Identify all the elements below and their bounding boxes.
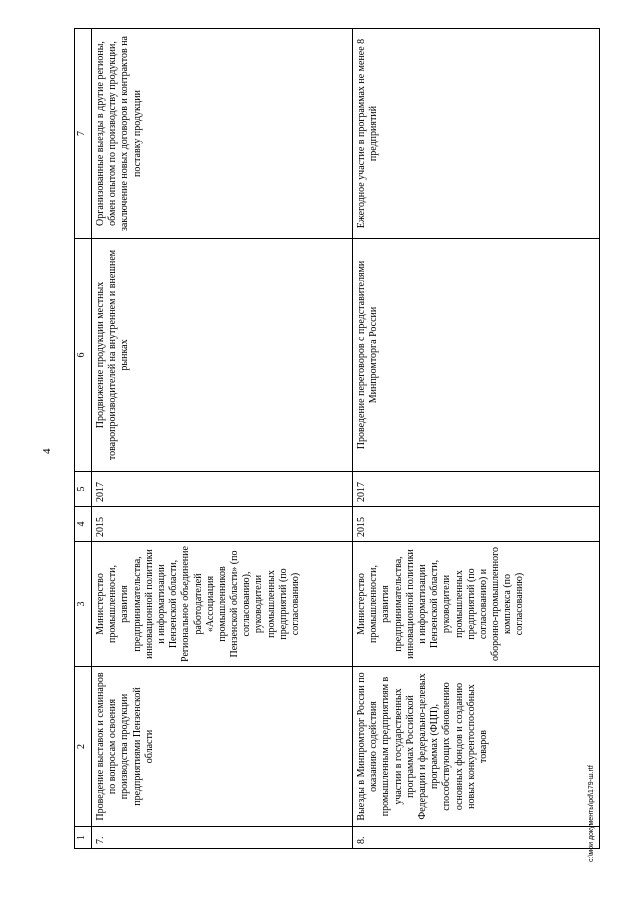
column-header: 7: [75, 29, 92, 239]
end-year-cell: 2017: [92, 472, 353, 507]
content-cell: Проведение переговоров с представителями Минпромторга России: [353, 239, 600, 472]
result-cell: Ежегодное участие в программах не менее 8 предприятий: [353, 29, 600, 239]
page-number: 4: [41, 448, 53, 454]
responsible-cell: Министерство промышленности, развития предпринимательства, инновационной политики и информатизации Пензенской области, Региональное объединение работодателей «Ассоциация промышленников Пензенской области» (по согласованию), руководители промышленных предприятий (по согласованию): [92, 542, 353, 667]
footer-file-path: c:\мои документы\pd\179-ш.rtf: [588, 765, 595, 862]
rotated-table-container: [74, 29, 595, 849]
column-header: 1: [75, 827, 92, 849]
table-row: [353, 29, 600, 849]
table-header-row: [75, 29, 92, 849]
end-year-cell: 2017: [353, 472, 600, 507]
content-cell: Продвижение продукции местных товаропроизводителей на внутреннем и внешнем рынках: [92, 239, 353, 472]
start-year-cell: 2015: [92, 507, 353, 542]
column-header: 2: [75, 667, 92, 827]
row-number: 7.: [92, 827, 353, 849]
result-cell: Организованные выезды в другие регионы, обмен опытом по производству продукции, заключение новых договоров и контрактов на поставку продукции: [92, 29, 353, 239]
column-header: 3: [75, 542, 92, 667]
column-header: 4: [75, 507, 92, 542]
event-cell: Проведение выставок и семинаров по вопросам освоения производства продукции предприятиями Пензенской области: [92, 667, 353, 827]
event-cell: Выезды в Минпромторг России по оказанию содействия промышленным предприятиям в участии в государственных программах Российской Федерации и федерально-целевых программах (ФЦП), способствующих обновлению основных фондов и созданию новых конкурентоспособных товаров: [353, 667, 600, 827]
events-table: [74, 28, 600, 849]
responsible-cell: Министерство промышленности, развития предпринимательства, инновационной политики и информатизации Пензенской области, руководители промышленных предприятий (по согласованию) и оборонно-промышленного комплекса (по согласованию): [353, 542, 600, 667]
start-year-cell: 2015: [353, 507, 600, 542]
column-header: 5: [75, 472, 92, 507]
row-number: 8.: [353, 827, 600, 849]
column-header: 6: [75, 239, 92, 472]
table-row: [92, 29, 353, 849]
